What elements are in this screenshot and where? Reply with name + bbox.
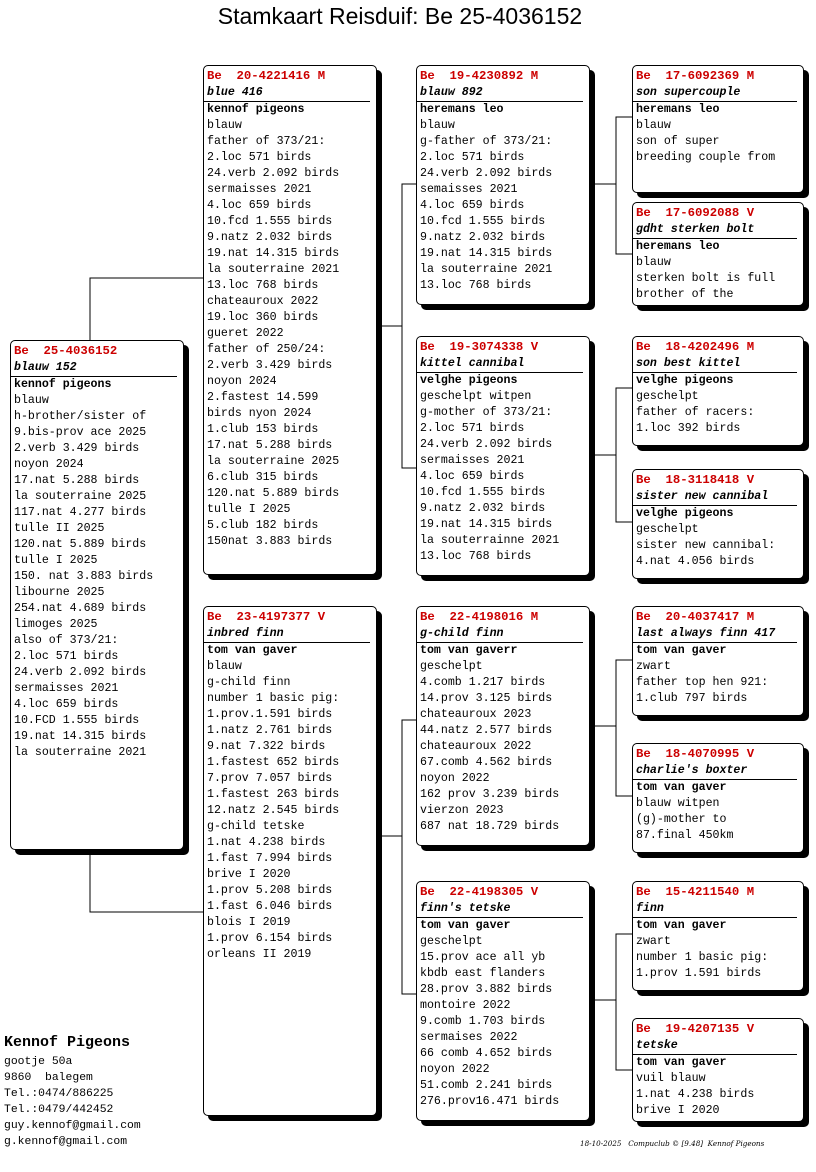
pigeon-name: charlie's boxter	[633, 763, 797, 780]
pedigree-detail-line: vierzon 2023	[420, 804, 504, 817]
pigeon-name: last always finn 417	[633, 626, 797, 643]
ring-number: Be 20-4221416 M	[207, 69, 326, 83]
pedigree-detail-line: 4.loc 659 birds	[207, 199, 312, 212]
pedigree-detail-line: 276.prov16.471 birds	[420, 1095, 560, 1108]
owner-name: heremans leo	[636, 240, 720, 253]
pedigree-detail-line: brive I 2020	[207, 868, 291, 881]
pedigree-detail-line: 1.fastest 263 birds	[207, 788, 340, 801]
pedigree-detail-line: father top hen 921:	[636, 676, 769, 689]
pedigree-detail-line: 19.nat 14.315 birds	[207, 247, 340, 260]
pedigree-detail-line: 1.natz 2.761 birds	[207, 724, 333, 737]
pedigree-detail-line: noyon 2022	[420, 1063, 490, 1076]
pedigree-detail-line: g-child finn	[207, 676, 291, 689]
pedigree-detail-line: geschelpt	[420, 935, 483, 948]
pedigree-detail-line: 120.nat 5.889 birds	[207, 487, 340, 500]
pedigree-detail-line: chateauroux 2022	[207, 295, 319, 308]
pedigree-detail-line: sister new cannibal:	[636, 539, 776, 552]
pedigree-detail-line: 2.loc 571 birds	[14, 650, 119, 663]
pigeon-name: sister new cannibal	[633, 489, 797, 506]
pedigree-detail-line: 6.club 315 birds	[207, 471, 319, 484]
ring-number: Be 19-3074338 V	[420, 340, 539, 354]
pedigree-detail-line: 12.natz 2.545 birds	[207, 804, 340, 817]
pigeon-name: blauw 892	[417, 85, 583, 102]
pedigree-detail-line: father of racers:	[636, 406, 755, 419]
pedigree-detail-line: noyon 2024	[207, 375, 277, 388]
pedigree-detail-line: 10.fcd 1.555 birds	[420, 486, 546, 499]
ring-number: Be 18-4202496 M	[636, 340, 755, 354]
pedigree-detail-line: 9.nat 7.322 birds	[207, 740, 326, 753]
pedigree-detail-line: 24.verb 2.092 birds	[420, 167, 553, 180]
pedigree-detail-line: sermaisses 2021	[420, 454, 525, 467]
pedigree-detail-line: 19.nat 14.315 birds	[420, 518, 553, 531]
pedigree-detail-line: 9.comb 1.703 birds	[420, 1015, 546, 1028]
pedigree-detail-line: 4.comb 1.217 birds	[420, 676, 546, 689]
pedigree-card-mm	[416, 881, 590, 1121]
breeder-name: Kennof Pigeons	[4, 1034, 131, 1051]
pedigree-card-father	[203, 65, 377, 575]
pedigree-detail-line: g-child tetske	[207, 820, 305, 833]
pedigree-detail-line: semaisses 2021	[420, 183, 518, 196]
pedigree-detail-line: father of 250/24:	[207, 343, 326, 356]
pedigree-card-fm	[416, 336, 590, 576]
pedigree-detail-line: gueret 2022	[207, 327, 284, 340]
pedigree-detail-line: tulle II 2025	[14, 522, 105, 535]
owner-name: heremans leo	[420, 103, 504, 116]
pedigree-detail-line: sterken bolt is full	[636, 272, 776, 285]
pedigree-detail-line: chateauroux 2022	[420, 740, 532, 753]
pedigree-detail-line: blauw	[14, 394, 49, 407]
breeder-phone: Tel.:0479/442452	[4, 1104, 114, 1116]
pedigree-detail-line: la souterraine 2021	[14, 746, 147, 759]
pedigree-detail-line: 150nat 3.883 birds	[207, 535, 333, 548]
footer-credit: 18-10-2025 Compuclub © [9.48] Kennof Pigeons	[580, 1139, 765, 1148]
pedigree-detail-line: 2.fastest 14.599	[207, 391, 319, 404]
pedigree-card-mother	[203, 606, 377, 1116]
pedigree-detail-line: blauw	[636, 256, 671, 269]
ring-number: Be 25-4036152	[14, 344, 118, 358]
pedigree-detail-line: zwart	[636, 660, 671, 673]
ring-number: Be 20-4037417 M	[636, 610, 755, 624]
pedigree-detail-line: blauw	[207, 119, 242, 132]
pedigree-detail-line: 10.fcd 1.555 birds	[207, 215, 333, 228]
pedigree-card-mfm	[632, 743, 804, 853]
pedigree-detail-line: 1.prov 6.154 birds	[207, 932, 333, 945]
owner-name: kennof pigeons	[207, 103, 305, 116]
pedigree-card-mmf	[632, 881, 804, 991]
pigeon-name: g-child finn	[417, 626, 583, 643]
pedigree-detail-line: 1.fast 7.994 birds	[207, 852, 333, 865]
owner-name: tom van gaverr	[420, 644, 518, 657]
pedigree-detail-line: sermaisses 2021	[14, 682, 119, 695]
pedigree-detail-line: 13.loc 768 birds	[420, 550, 532, 563]
pedigree-detail-line: 19.nat 14.315 birds	[420, 247, 553, 260]
pedigree-detail-line: 1.nat 4.238 birds	[207, 836, 326, 849]
pigeon-name: finn	[633, 901, 797, 918]
pedigree-detail-line: geschelpt	[636, 390, 699, 403]
pedigree-detail-line: sermaisses 2021	[207, 183, 312, 196]
pedigree-detail-line: 13.loc 768 birds	[207, 279, 319, 292]
pedigree-detail-line: montoire 2022	[420, 999, 511, 1012]
ring-number: Be 22-4198305 V	[420, 885, 539, 899]
pedigree-detail-line: blauw	[636, 119, 671, 132]
pedigree-detail-line: 28.prov 3.882 birds	[420, 983, 553, 996]
pedigree-card-subject	[10, 340, 184, 850]
pedigree-detail-line: blauw	[420, 119, 455, 132]
pedigree-detail-line: 254.nat 4.689 birds	[14, 602, 147, 615]
pedigree-card-mmm	[632, 1018, 804, 1122]
pedigree-detail-line: 2.loc 571 birds	[420, 422, 525, 435]
pedigree-detail-line: sermaises 2022	[420, 1031, 518, 1044]
pedigree-detail-line: 120.nat 5.889 birds	[14, 538, 147, 551]
ring-number: Be 17-6092369 M	[636, 69, 755, 83]
pedigree-detail-line: 44.natz 2.577 birds	[420, 724, 553, 737]
pedigree-detail-line: 4.loc 659 birds	[14, 698, 119, 711]
pedigree-detail-line: limoges 2025	[14, 618, 98, 631]
ring-number: Be 19-4207135 V	[636, 1022, 755, 1036]
pedigree-card-ffm	[632, 202, 804, 306]
pedigree-card-fmm	[632, 469, 804, 579]
pedigree-detail-line: h-brother/sister of	[14, 410, 147, 423]
pedigree-detail-line: 19.loc 360 birds	[207, 311, 319, 324]
pedigree-detail-line: number 1 basic pig:	[207, 692, 340, 705]
pedigree-detail-line: blauw witpen	[636, 797, 720, 810]
pedigree-detail-line: g-mother of 373/21:	[420, 406, 553, 419]
pedigree-detail-line: zwart	[636, 935, 671, 948]
pedigree-detail-line: 24.verb 2.092 birds	[207, 167, 340, 180]
owner-name: tom van gaver	[207, 644, 298, 657]
pedigree-title: Stamkaart Reisduif: Be 25-4036152	[217, 3, 583, 29]
breeder-address-line: gootje 50a	[4, 1056, 73, 1068]
pedigree-detail-line: 150. nat 3.883 birds	[14, 570, 154, 583]
pedigree-detail-line: tulle I 2025	[14, 554, 98, 567]
pigeon-name: inbred finn	[204, 626, 370, 643]
pedigree-detail-line: 9.bis-prov ace 2025	[14, 426, 147, 439]
pedigree-detail-line: la souterrainne 2021	[420, 534, 560, 547]
pedigree-detail-line: geschelpt	[636, 523, 699, 536]
pedigree-detail-line: 9.natz 2.032 birds	[207, 231, 333, 244]
pedigree-detail-line: blauw	[207, 660, 242, 673]
pedigree-detail-line: la souterraine 2021	[420, 263, 553, 276]
pedigree-detail-line: 162 prov 3.239 birds	[420, 788, 560, 801]
pedigree-detail-line: noyon 2022	[420, 772, 490, 785]
pedigree-detail-line: 24.verb 2.092 birds	[420, 438, 553, 451]
pedigree-detail-line: la souterraine 2025	[207, 455, 340, 468]
pedigree-detail-line: 4.loc 659 birds	[420, 470, 525, 483]
pedigree-detail-line: 1.club 153 birds	[207, 423, 319, 436]
pedigree-card-mff	[632, 606, 804, 716]
pedigree-detail-line: 66 comb 4.652 birds	[420, 1047, 553, 1060]
pedigree-card-mf	[416, 606, 590, 846]
pedigree-detail-line: 17.nat 5.288 birds	[14, 474, 140, 487]
pedigree-detail-line: 687 nat 18.729 birds	[420, 820, 560, 833]
ring-number: Be 18-4070995 V	[636, 747, 755, 761]
pedigree-detail-line: 2.loc 571 birds	[420, 151, 525, 164]
breeder-phone: Tel.:0474/886225	[4, 1088, 114, 1100]
pedigree-detail-line: 1.prov.1.591 birds	[207, 708, 333, 721]
breeder-address-line: 9860 balegem	[4, 1072, 93, 1084]
pedigree-detail-line: (g)-mother to	[636, 813, 727, 826]
pedigree-detail-line: la souterraine 2021	[207, 263, 340, 276]
pedigree-detail-line: brive I 2020	[636, 1104, 720, 1117]
pedigree-detail-line: g-father of 373/21:	[420, 135, 553, 148]
pedigree-detail-line: 51.comb 2.241 birds	[420, 1079, 553, 1092]
ring-number: Be 18-3118418 V	[636, 473, 755, 487]
pedigree-detail-line: 14.prov 3.125 birds	[420, 692, 553, 705]
pigeon-name: kittel cannibal	[417, 356, 583, 373]
owner-name: velghe pigeons	[420, 374, 518, 387]
pigeon-name: tetske	[633, 1038, 797, 1055]
pedigree-detail-line: 2.verb 3.429 birds	[14, 442, 140, 455]
pedigree-card-ff	[416, 65, 590, 305]
pedigree-detail-line: orleans II 2019	[207, 948, 312, 961]
pedigree-detail-line: 1.fast 6.046 birds	[207, 900, 333, 913]
owner-name: kennof pigeons	[14, 378, 112, 391]
pedigree-detail-line: noyon 2024	[14, 458, 84, 471]
ring-number: Be 23-4197377 V	[207, 610, 326, 624]
pedigree-detail-line: number 1 basic pig:	[636, 951, 769, 964]
pedigree-detail-line: 24.verb 2.092 birds	[14, 666, 147, 679]
pedigree-detail-line: 4.loc 659 birds	[420, 199, 525, 212]
pedigree-detail-line: 1.loc 392 birds	[636, 422, 741, 435]
pedigree-detail-line: son of super	[636, 135, 720, 148]
pigeon-name: son supercouple	[633, 85, 797, 102]
owner-name: velghe pigeons	[636, 507, 734, 520]
pedigree-detail-line: 1.prov 1.591 birds	[636, 967, 762, 980]
pedigree-detail-line: 9.natz 2.032 birds	[420, 231, 546, 244]
pedigree-detail-line: 17.nat 5.288 birds	[207, 439, 333, 452]
pigeon-name: blauw 152	[11, 360, 177, 377]
pedigree-detail-line: breeding couple from	[636, 151, 776, 164]
owner-name: tom van gaver	[636, 1056, 727, 1069]
owner-name: tom van gaver	[636, 919, 727, 932]
pedigree-detail-line: 4.nat 4.056 birds	[636, 555, 755, 568]
owner-name: heremans leo	[636, 103, 720, 116]
pedigree-detail-line: 2.loc 571 birds	[207, 151, 312, 164]
pedigree-detail-line: la souterraine 2025	[14, 490, 147, 503]
pedigree-detail-line: 13.loc 768 birds	[420, 279, 532, 292]
breeder-info	[4, 1034, 141, 1150]
pedigree-detail-line: 10.fcd 1.555 birds	[420, 215, 546, 228]
pedigree-detail-line: blois I 2019	[207, 916, 291, 929]
pedigree-detail-line: 1.nat 4.238 birds	[636, 1088, 755, 1101]
pedigree-detail-line: 1.prov 5.208 birds	[207, 884, 333, 897]
pedigree-detail-line: brother of the	[636, 288, 734, 301]
pedigree-detail-line: birds nyon 2024	[207, 407, 312, 420]
pedigree-detail-line: geschelpt witpen	[420, 390, 532, 403]
breeder-email: g.kennof@gmail.com	[4, 1136, 128, 1148]
pedigree-card-fff	[632, 65, 804, 193]
pedigree-card-fmf	[632, 336, 804, 446]
pedigree-detail-line: 2.verb 3.429 birds	[207, 359, 333, 372]
pedigree-detail-line: tulle I 2025	[207, 503, 291, 516]
ring-number: Be 22-4198016 M	[420, 610, 539, 624]
owner-name: tom van gaver	[420, 919, 511, 932]
pedigree-detail-line: 15.prov ace all yb	[420, 951, 546, 964]
pedigree-detail-line: 7.prov 7.057 birds	[207, 772, 333, 785]
pedigree-detail-line: 87.final 450km	[636, 829, 734, 842]
pedigree-detail-line: vuil blauw	[636, 1072, 706, 1085]
breeder-email: guy.kennof@gmail.com	[4, 1120, 141, 1132]
owner-name: tom van gaver	[636, 644, 727, 657]
pigeon-name: blue 416	[204, 85, 370, 102]
pedigree-detail-line: 9.natz 2.032 birds	[420, 502, 546, 515]
owner-name: velghe pigeons	[636, 374, 734, 387]
pedigree-detail-line: 19.nat 14.315 birds	[14, 730, 147, 743]
pedigree-detail-line: libourne 2025	[14, 586, 105, 599]
ring-number: Be 17-6092088 V	[636, 206, 755, 220]
pedigree-detail-line: 67.comb 4.562 birds	[420, 756, 553, 769]
ring-number: Be 19-4230892 M	[420, 69, 539, 83]
ring-number: Be 15-4211540 M	[636, 885, 755, 899]
pedigree-detail-line: geschelpt	[420, 660, 483, 673]
pedigree-detail-line: father of 373/21:	[207, 135, 326, 148]
owner-name: tom van gaver	[636, 781, 727, 794]
pedigree-detail-line: 10.FCD 1.555 birds	[14, 714, 140, 727]
pedigree-detail-line: 117.nat 4.277 birds	[14, 506, 147, 519]
pedigree-detail-line: 1.fastest 652 birds	[207, 756, 340, 769]
pedigree-detail-line: chateauroux 2023	[420, 708, 532, 721]
pedigree-detail-line: 1.club 797 birds	[636, 692, 748, 705]
pedigree-detail-line: 5.club 182 birds	[207, 519, 319, 532]
pigeon-name: son best kittel	[633, 356, 797, 373]
pedigree-detail-line: kbdb east flanders	[420, 967, 546, 980]
pigeon-name: gdht sterken bolt	[633, 222, 797, 239]
pedigree-detail-line: also of 373/21:	[14, 634, 119, 647]
pigeon-name: finn's tetske	[417, 901, 583, 918]
